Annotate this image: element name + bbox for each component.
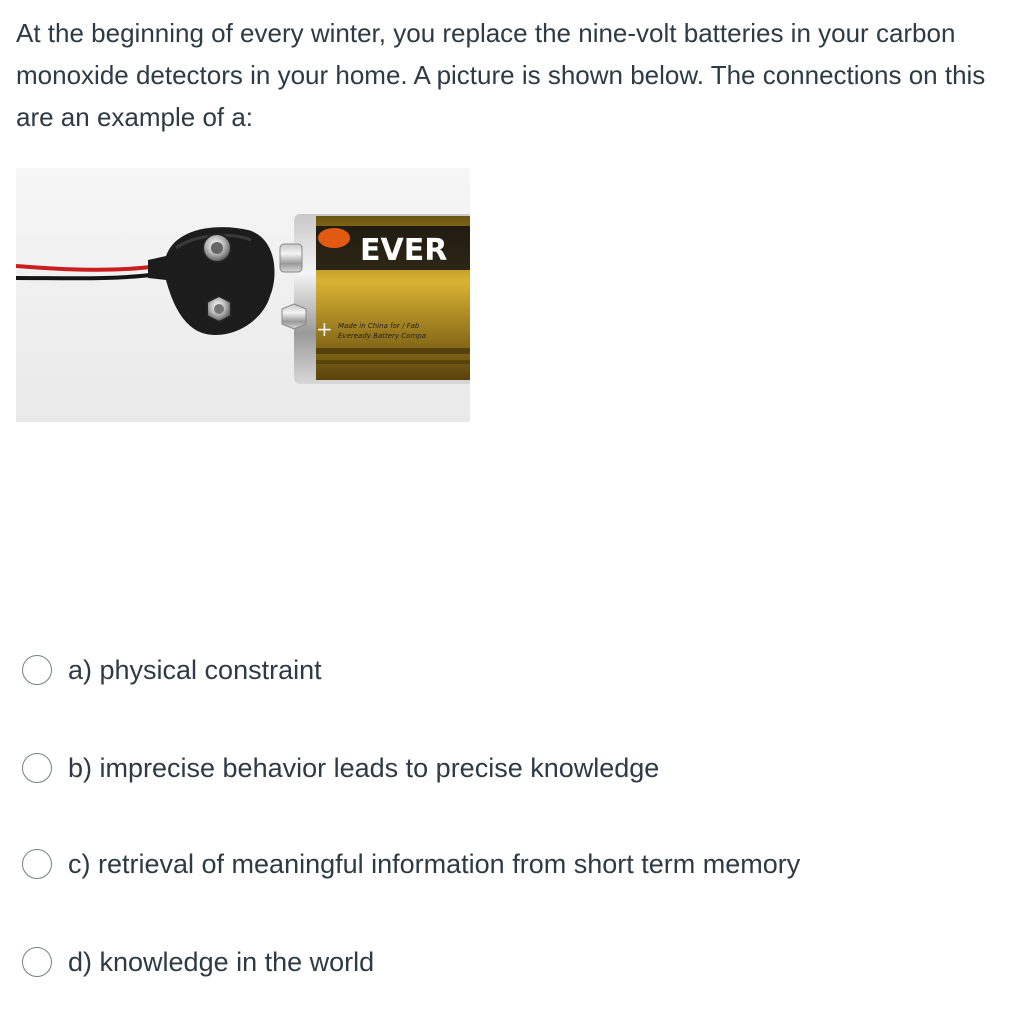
answer-label-a: a) physical constraint [68,654,322,685]
answer-option-d[interactable] [22,944,374,980]
battery-plus-sign: + [316,317,333,341]
answer-option-a[interactable] [22,652,322,688]
battery-brand-text: EVER [360,233,448,268]
radio-button-b[interactable] [22,753,52,783]
answer-option-b[interactable] [22,750,659,786]
radio-button-c[interactable] [22,849,52,879]
battery-connector-photo [16,168,470,422]
answer-label-c: c) retrieval of meaningful information from short term memory [68,848,801,879]
battery-terminal-bottom [282,304,306,329]
battery-small-text-1: Made in China for / Fab [338,322,420,330]
answer-label-b: b) imprecise behavior leads to precise knowledge [68,752,660,783]
battery-illustration [16,168,470,422]
radio-button-d[interactable] [22,947,52,977]
question-text: At the beginning of every winter, you replace the nine-volt batteries in your carbon monoxide detectors in your home. A picture is shown below. The connections on this are an example of a: [16,18,986,132]
brand-logo-shape [318,228,350,248]
battery-terminal-top [280,244,302,272]
answer-option-c[interactable] [22,846,800,882]
answer-label-d: d) knowledge in the world [68,946,375,977]
radio-button-a[interactable] [22,655,52,685]
battery-small-text-2: Eveready Battery Compa [338,332,427,340]
